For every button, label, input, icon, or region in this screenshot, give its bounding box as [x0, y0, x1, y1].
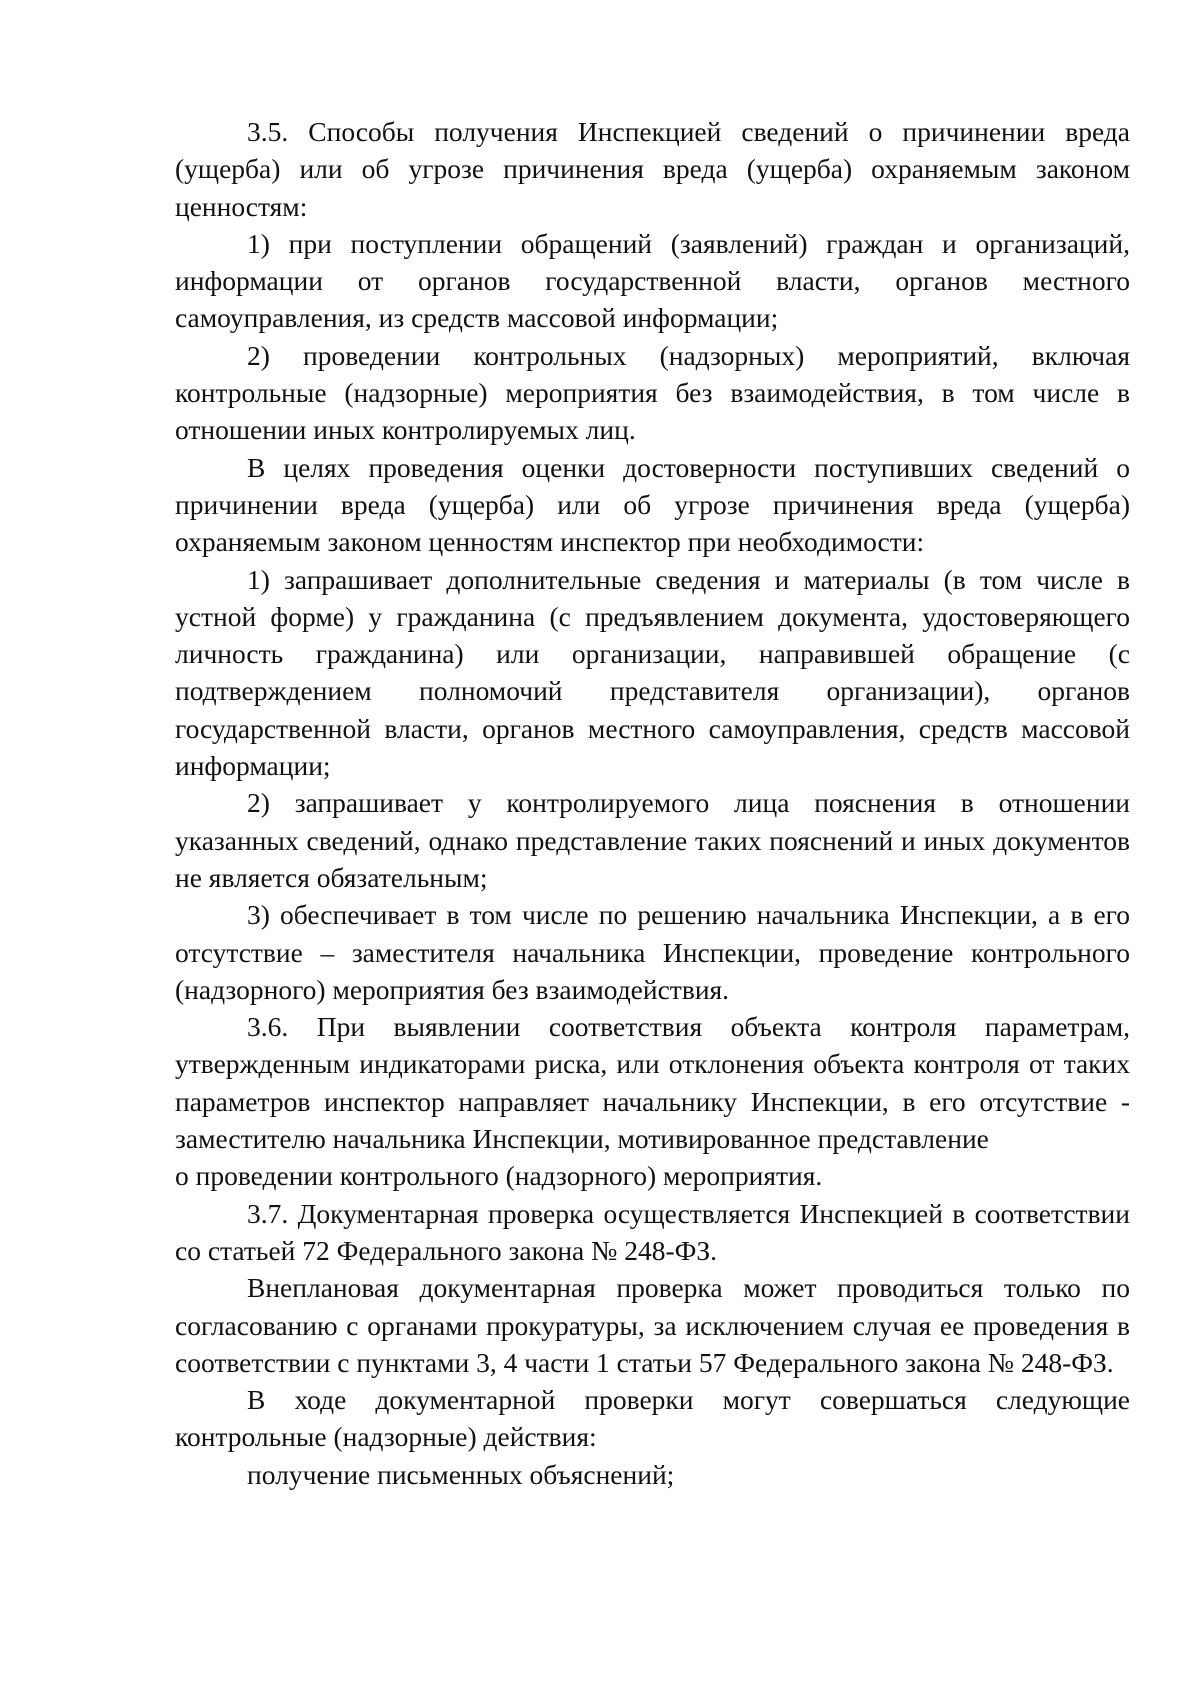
paragraph-verification-purpose: В целях проведения оценки достоверности поступивших сведений о причинении вреда (ущерба) или об угрозе причинения вреда (ущерба) охраняемым законом ценностям инспектор при необходимости:	[175, 451, 1130, 558]
paragraph-3-7: 3.7. Документарная проверка осуществляется Инспекцией в соответствии со статьей 72 Федерального закона № 248-ФЗ.	[175, 1197, 1130, 1266]
paragraph-item-2-explanations: 2) запрашивает у контролируемого лица пояснения в отношении указанных сведений, однако представление таких пояснений и иных документов не является обязательным;	[175, 787, 1130, 893]
paragraph-item-3-ensures: 3) обеспечивает в том числе по решению начальника Инспекции, а в его отсутствие – заместителя начальника Инспекции, проведение контрольного (надзорного) мероприятия без взаимодействия.	[175, 899, 1130, 1005]
paragraph-3-6-continuation: о проведении контрольного (надзорного) мероприятия.	[175, 1160, 823, 1192]
paragraph-3-5: 3.5. Способы получения Инспекцией сведений о причинении вреда (ущерба) или об угрозе причинения вреда (ущерба) охраняемым законом ценностям:	[175, 116, 1130, 222]
paragraph-written-explanations: получение письменных объяснений;	[247, 1458, 675, 1490]
paragraph-unscheduled-check: Внеплановая документарная проверка может проводиться только по согласованию с органами прокуратуры, за исключением случая ее проведения в соответствии с пунктами 3, 4 части 1 статьи 57 Федерального закона № 248-ФЗ.	[175, 1272, 1130, 1378]
paragraph-item-1-requests: 1) запрашивает дополнительные сведения и материалы (в том числе в устной форме) у гражданина (с предъявлением документа, удостоверяющего личность гражданина) или организации, направившей обращение (с подтверждением полномочий представителя организации), органов государственной власти, органов местного самоуправления, средств массовой информации;	[175, 563, 1130, 782]
paragraph-item-1-appeals: 1) при поступлении обращений (заявлений) граждан и организаций, информации от органов государственной власти, органов местного самоуправления, из средств массовой информации;	[175, 227, 1130, 334]
paragraph-control-actions: В ходе документарной проверки могут совершаться следующие контрольные (надзорные) действия:	[175, 1384, 1130, 1453]
paragraph-item-2-control-events: 2) проведении контрольных (надзорных) мероприятий, включая контрольные (надзорные) мероприятия без взаимодействия, в том числе в отношении иных контролируемых лиц.	[175, 339, 1130, 446]
paragraph-3-6: 3.6. При выявлении соответствия объекта контроля параметрам, утвержденным индикаторами риска, или отклонения объекта контроля от таких параметров инспектор направляет начальнику Инспекции, в его отсутствие - заместителю начальника Инспекции, мотивированное представление	[175, 1011, 1130, 1155]
document-body	[175, 113, 1130, 1493]
